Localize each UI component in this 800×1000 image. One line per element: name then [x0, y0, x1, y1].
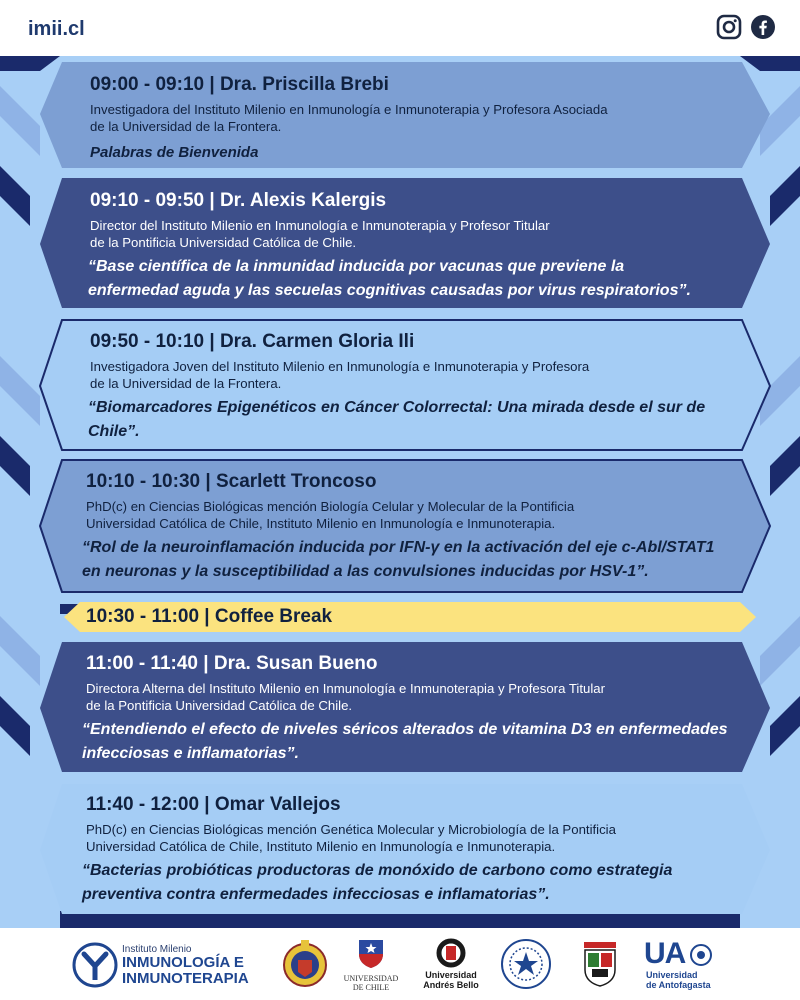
- coffee-break-heading: 10:30 - 11:00 | Coffee Break: [86, 606, 333, 627]
- session-heading: 09:50 - 10:10 | Dra. Carmen Gloria Ili: [90, 331, 415, 352]
- imii-logo[interactable]: [72, 942, 262, 988]
- facebook-icon[interactable]: [750, 14, 776, 40]
- ufro-seal-icon[interactable]: [282, 938, 328, 995]
- uantof-name-line1: Universidad: [646, 970, 698, 980]
- uantof-name-line2: de Antofagasta: [646, 980, 711, 990]
- social-links: [716, 14, 776, 40]
- session-heading: 11:00 - 11:40 | Dra. Susan Bueno: [86, 653, 378, 674]
- uchile-shield-icon: [356, 936, 386, 970]
- speaker-role: PhD(c) en Ciencias Biológicas mención Biología Celular y Molecular de la Pontificia Universidad Católica de Chile, Instituto Milenio en Inmunología e Inmunoterapia.: [86, 499, 575, 531]
- session-heading: 10:10 - 10:30 | Scarlett Troncoso: [86, 471, 377, 492]
- uach-shield-icon[interactable]: [582, 940, 618, 993]
- footer-logos: [0, 928, 800, 1000]
- speaker-role: PhD(c) en Ciencias Biológicas mención Genética Molecular y Microbiología de la Pontificia Universidad Católica de Chile, Instituto Milenio en Inmunología e Inmunoterapia.: [86, 822, 616, 854]
- talk-title: “Rol de la neuroinflamación inducida por IFN-γ en la activación del eje c-Abl/STAT1 en neuronas y la susceptibilidad a las convulsiones inducidas por HSV-1”.: [82, 539, 715, 580]
- session-heading: 09:10 - 09:50 | Dr. Alexis Kalergis: [90, 190, 387, 211]
- program-area: [0, 56, 800, 928]
- top-bar: [0, 0, 800, 56]
- unab-name-line1: Universidad: [425, 970, 477, 980]
- speaker-role: Directora Alterna del Instituto Milenio en Inmunología e Inmunoterapia y Profesora Titular de la Pontificia Universidad Católica de Chile.: [86, 681, 605, 713]
- uantof-logo[interactable]: [644, 938, 724, 996]
- imii-name-line1: INMUNOLOGÍA E: [122, 954, 244, 971]
- session-card-4: [82, 470, 756, 584]
- uchile-logo[interactable]: [336, 936, 406, 996]
- uchile-name-line1: UNIVERSIDAD: [343, 974, 399, 983]
- uantof-emblem-icon: [690, 944, 712, 966]
- site-url[interactable]: imii.cl: [28, 18, 85, 40]
- imii-name-line2: INMUNOTERAPIA: [122, 970, 249, 987]
- speaker-role: Investigadora Joven del Instituto Milenio en Inmunología e Inmunoterapia y Profesora de la Universidad de la Frontera.: [90, 359, 590, 391]
- talk-title: “Base científica de la inmunidad inducida por vacunas que previene la enfermedad aguda y las secuelas cognitivas causadas por virus respiratorios”.: [88, 258, 691, 299]
- session-card-1: [90, 73, 750, 165]
- session-card-3: [90, 330, 750, 444]
- uchile-name-line2: DE CHILE: [352, 983, 390, 992]
- talk-title: “Bacterias probióticas productoras de monóxido de carbono como estrategia preventiva contra enfermedades infecciosas e inflamatorias”.: [82, 862, 673, 903]
- talk-title: Palabras de Bienvenida: [90, 144, 259, 161]
- ucsc-seal-icon[interactable]: [500, 938, 552, 995]
- coffee-break: [86, 605, 586, 629]
- imii-emblem-icon: [72, 942, 118, 988]
- speaker-role: Director del Instituto Milenio en Inmunología e Inmunoterapia y Profesor Titular de la Pontificia Universidad Católica de Chile.: [90, 218, 550, 250]
- talk-title: “Entendiendo el efecto de niveles séricos alterados de vitamina D3 en enfermedades infecciosas e inflamatorias”.: [82, 721, 728, 762]
- session-heading: 09:00 - 09:10 | Dra. Priscilla Brebi: [90, 74, 389, 95]
- unab-logo[interactable]: [414, 938, 488, 996]
- talk-title: “Biomarcadores Epigenéticos en Cáncer Colorrectal: Una mirada desde el sur de Chile”.: [88, 399, 706, 440]
- session-card-2: [90, 189, 750, 303]
- session-heading: 11:40 - 12:00 | Omar Vallejos: [86, 794, 341, 815]
- uantof-mark: UA: [644, 937, 686, 970]
- speaker-role: Investigadora del Instituto Milenio en Inmunología e Inmunoterapia y Profesora Asociada de la Universidad de la Frontera.: [90, 102, 608, 134]
- imii-subtitle: Instituto Milenio: [122, 944, 192, 955]
- unab-emblem-icon: [434, 938, 468, 968]
- unab-name-line2: Andrés Bello: [423, 980, 479, 990]
- session-card-6: [82, 793, 756, 907]
- instagram-icon[interactable]: [716, 14, 742, 40]
- session-card-5: [82, 652, 756, 766]
